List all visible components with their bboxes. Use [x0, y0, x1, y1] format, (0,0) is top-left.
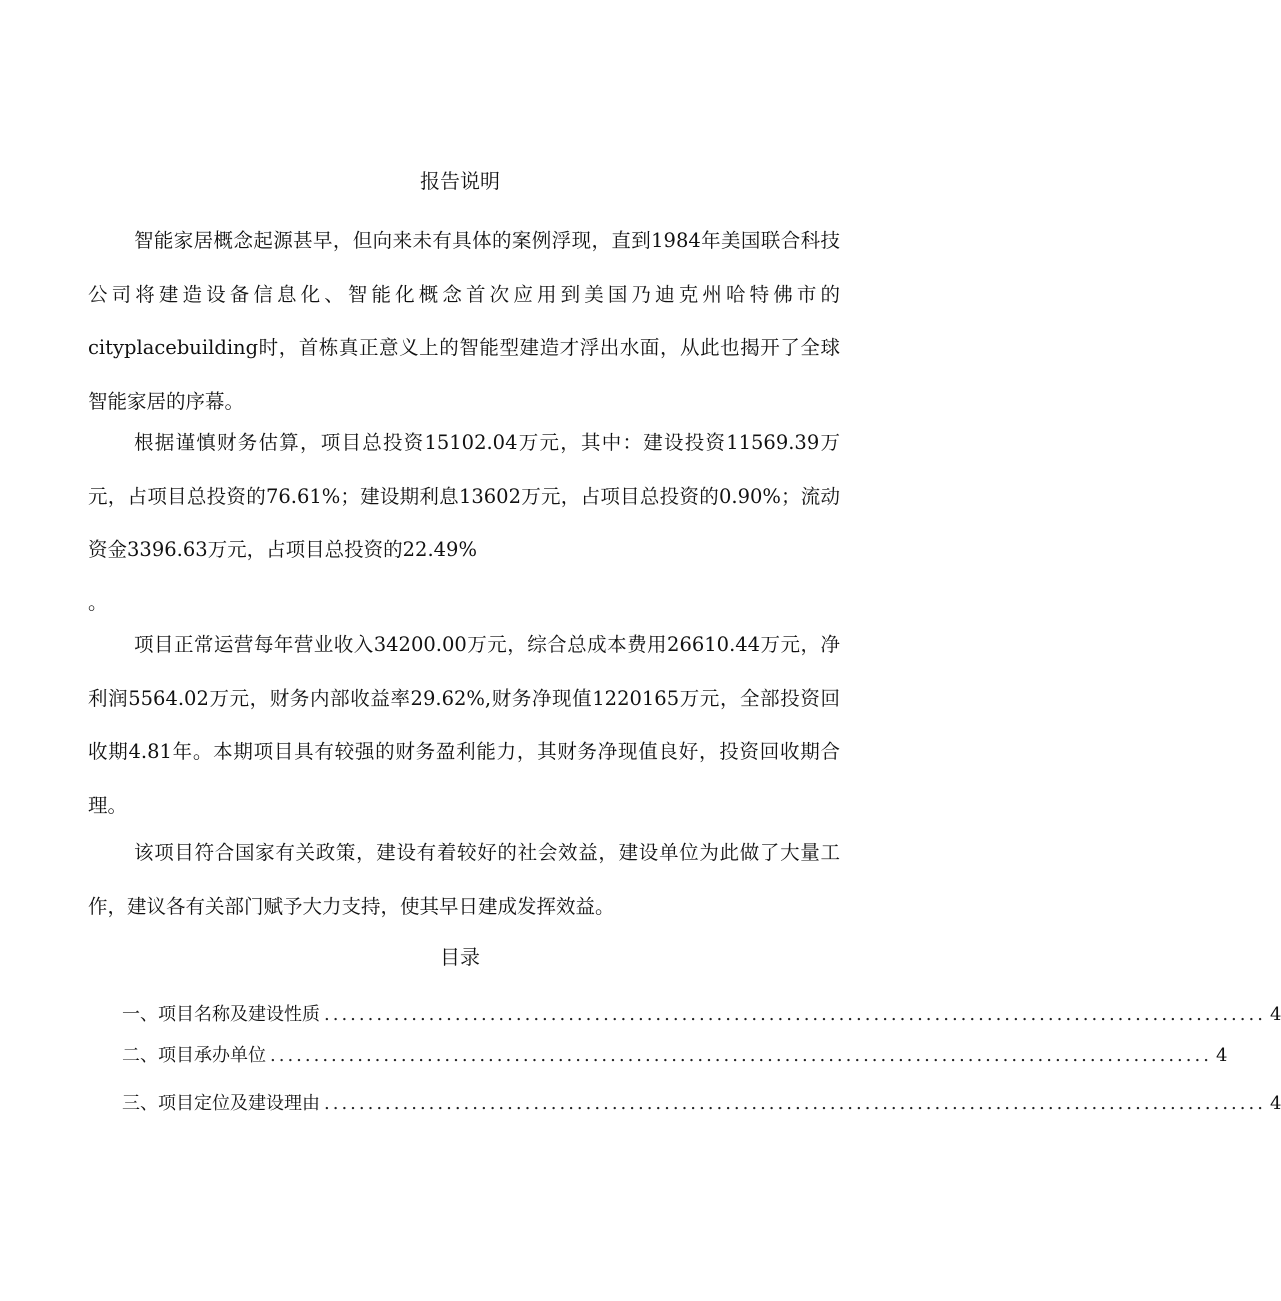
toc-leader-dots: ............................................................................................................ [270, 1045, 1212, 1066]
toc-entry-label: 二、项目承办单位 [122, 1045, 266, 1066]
toc-entry[interactable] [122, 1043, 1228, 1069]
toc-entry[interactable] [122, 1091, 1281, 1117]
toc-entry[interactable] [122, 1002, 1281, 1028]
paragraph-intro: 智能家居概念起源甚早，但向来未有具体的案例浮现，直到1984年美国联合科技公司将建造设备信息化、智能化概念首次应用到美国乃迪克州哈特佛市的cityplacebuilding时，首栋真正意义上的智能型建造才浮出水面，从此也揭开了全球智能家居的序幕。 [88, 229, 840, 413]
toc-leader-dots: ............................................................................................................ [324, 1004, 1266, 1025]
paragraph-investment: 根据谨慎财务估算，项目总投资15102.04万元，其中：建设投资11569.39万元，占项目总投资的76.61%；建设期利息13602万元，占项目总投资的0.90%；流动资金3396.63万元，占项目总投资的22.49% [88, 431, 840, 561]
toc-title: 目录 [440, 945, 480, 969]
toc-leader-dots: ............................................................................................................ [324, 1093, 1266, 1114]
paragraph-finance: 项目正常运营每年营业收入34200.00万元，综合总成本费用26610.44万元，净利润5564.02万元，财务内部收益率29.62%,财务净现值1220165万元，全部投资回收期4.81年。本期项目具有较强的财务盈利能力，其财务净现值良好，投资回收期合理。 [88, 633, 840, 817]
paragraph-period: 。 [88, 591, 108, 614]
toc-entry-page: 4 [1269, 1004, 1281, 1025]
toc-entry-label: 三、项目定位及建设理由 [122, 1093, 320, 1114]
toc-entry-page: 4 [1269, 1093, 1281, 1114]
toc-entry-label: 一、项目名称及建设性质 [122, 1004, 320, 1025]
report-title: 报告说明 [420, 169, 500, 193]
paragraph-conclusion: 该项目符合国家有关政策，建设有着较好的社会效益，建设单位为此做了大量工作，建议各有关部门赋予大力支持，使其早日建成发挥效益。 [88, 841, 840, 918]
toc-entry-page: 4 [1215, 1045, 1228, 1066]
